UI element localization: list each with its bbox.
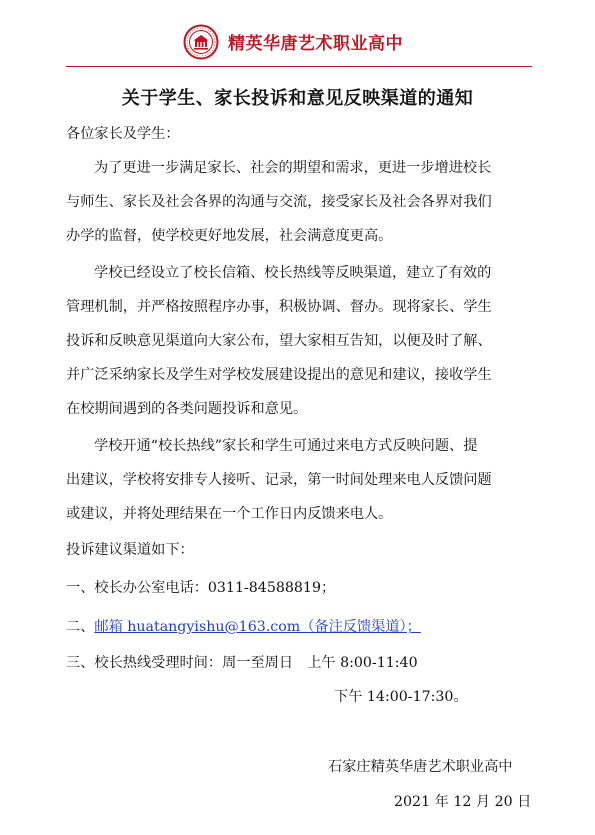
channel-hotline-afternoon: 下午 14:00-17:30。 bbox=[334, 689, 468, 705]
paragraph-2-line: 投诉和反映意见渠道向大家公布，望大家相互告知，以便及时了解、 bbox=[66, 333, 492, 349]
paragraph-2-line: 学校已经设立了校长信箱、校长热线等反映渠道，建立了有效的 bbox=[94, 265, 492, 281]
document-header bbox=[0, 20, 595, 64]
channels-heading: 投诉建议渠道如下： bbox=[66, 542, 194, 558]
email-link[interactable]: 邮箱 huatangyishu@163.com（备注反馈渠道）； bbox=[94, 619, 421, 635]
channel-email bbox=[66, 617, 421, 637]
notice-date: 2021 年 12 月 20 日 bbox=[394, 794, 532, 810]
school-seal-icon bbox=[183, 24, 219, 60]
channel-phone: 一、校长办公室电话：0311-84588819； bbox=[66, 580, 336, 596]
school-name: 精英华唐艺术职业高中 bbox=[228, 34, 403, 54]
paragraph-2-line: 管理机制，并严格按照程序办事，积极协调、督办。现将家长、学生 bbox=[66, 299, 492, 315]
paragraph-3-line: 或建议，并将处理结果在一个工作日内反馈来电人。 bbox=[66, 506, 393, 522]
paragraph-2-line: 在校期间遇到的各类问题投诉和意见。 bbox=[66, 401, 308, 417]
channel-email-prefix: 二、 bbox=[66, 619, 95, 635]
header-divider bbox=[66, 66, 532, 67]
paragraph-1-line: 办学的监督，使学校更好地发展，社会满意度更高。 bbox=[66, 228, 393, 244]
salutation: 各位家长及学生： bbox=[66, 126, 180, 142]
paragraph-1-line: 与师生、家长及社会各界的沟通与交流，接受家长及社会各界对我们 bbox=[66, 194, 492, 210]
paragraph-3-line: 出建议，学校将安排专人接听、记录，第一时间处理来电人反馈问题 bbox=[66, 472, 492, 488]
paragraph-2-line: 并广泛采纳家长及学生对学校发展建设提出的意见和建议，接收学生 bbox=[66, 367, 492, 383]
notice-title: 关于学生、家长投诉和意见反映渠道的通知 bbox=[121, 88, 474, 109]
signature: 石家庄精英华唐艺术职业高中 bbox=[328, 759, 513, 775]
paragraph-3-line: 学校开通“校长热线”家长和学生可通过来电方式反映问题、提 bbox=[94, 438, 478, 454]
channel-hotline: 三、校长热线受理时间：周一至周日 上午 8:00-11:40 bbox=[66, 655, 418, 671]
paragraph-1-line: 为了更进一步满足家长、社会的期望和需求，更进一步增进校长 bbox=[94, 160, 492, 176]
